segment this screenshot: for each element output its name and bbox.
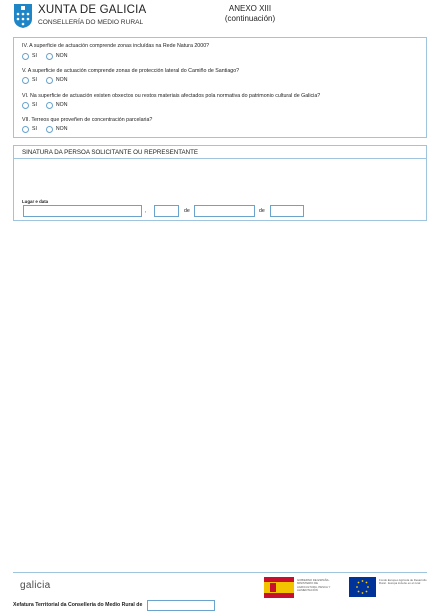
territorial-office-label: Xefatura Territorial da Consellería do Medio Rural de <box>13 602 143 608</box>
spain-government-emblem-icon <box>264 577 294 598</box>
page-header <box>13 3 433 35</box>
annex-title: ANEXO XIII <box>228 4 272 13</box>
day-field[interactable] <box>154 205 179 217</box>
month-field[interactable] <box>194 205 255 217</box>
organization-name: XUNTA DE GALICIA <box>38 4 147 16</box>
question-vi-options <box>22 101 76 109</box>
question-vii: VII. Terreos que proveñen de concentración parcelaria? <box>22 117 153 123</box>
radio-v-no-label: NON <box>55 77 68 83</box>
radio-v-yes[interactable] <box>22 77 29 84</box>
question-v: V. A superficie de actuación comprende zonas de protección lateral do Camiño de Santiago? <box>22 68 240 74</box>
territorial-office-field[interactable] <box>147 600 215 611</box>
spain-government-text: GOBIERNO DE ESPAÑA · MINISTERIO DE AGRICULTURA, PESCA Y ALIMENTACIÓN <box>297 578 331 593</box>
place-date-comma: , <box>145 208 147 214</box>
question-v-options <box>22 76 76 84</box>
galicia-coat-of-arms-icon <box>13 3 33 29</box>
signature-section <box>13 145 427 221</box>
year-field[interactable] <box>270 205 304 217</box>
footer-divider <box>13 572 427 573</box>
radio-v-no[interactable] <box>46 77 53 84</box>
radio-iv-no-label: NON <box>55 53 68 59</box>
radio-vii-no[interactable] <box>46 126 53 133</box>
radio-vi-no-label: NON <box>55 102 68 108</box>
question-iv: IV. A superficie de actuación comprende zonas incluídas na Rede Natura 2000? <box>22 43 210 49</box>
annex-title-block <box>195 4 305 24</box>
radio-vii-yes[interactable] <box>22 126 29 133</box>
annex-subtitle: (continuación) <box>224 14 276 23</box>
radio-iv-no[interactable] <box>46 53 53 60</box>
department-name: CONSELLERÍA DO MEDIO RURAL <box>38 19 144 26</box>
radio-iv-yes[interactable] <box>22 53 29 60</box>
place-date-label: Lugar e data <box>22 199 49 204</box>
question-vii-options <box>22 125 76 133</box>
radio-vi-yes[interactable] <box>22 102 29 109</box>
day-month-de: de <box>184 208 190 214</box>
question-iv-options <box>22 52 76 60</box>
eu-fund-text: Fondo Europeo Agrícola de Desarrollo Rural · Europa invierte en el rural <box>379 578 427 586</box>
radio-vii-yes-label: SI <box>32 126 37 132</box>
eu-flag-icon <box>349 577 376 597</box>
questions-section <box>13 37 427 138</box>
signature-title: SINATURA DA PERSOA SOLICITANTE OU REPRESENTANTE <box>14 146 426 159</box>
radio-iv-yes-label: SI <box>32 53 37 59</box>
question-vi: VI. Na superficie de actuación existen obxectos ou restos materiais afectados pola normativa do patrimonio cultural de Galicia? <box>22 93 321 99</box>
radio-vii-no-label: NON <box>55 126 68 132</box>
radio-vi-yes-label: SI <box>32 102 37 108</box>
month-year-de: de <box>259 208 265 214</box>
radio-vi-no[interactable] <box>46 102 53 109</box>
galicia-logo: galicia <box>20 580 51 591</box>
radio-v-yes-label: SI <box>32 77 37 83</box>
place-field[interactable] <box>23 205 142 217</box>
